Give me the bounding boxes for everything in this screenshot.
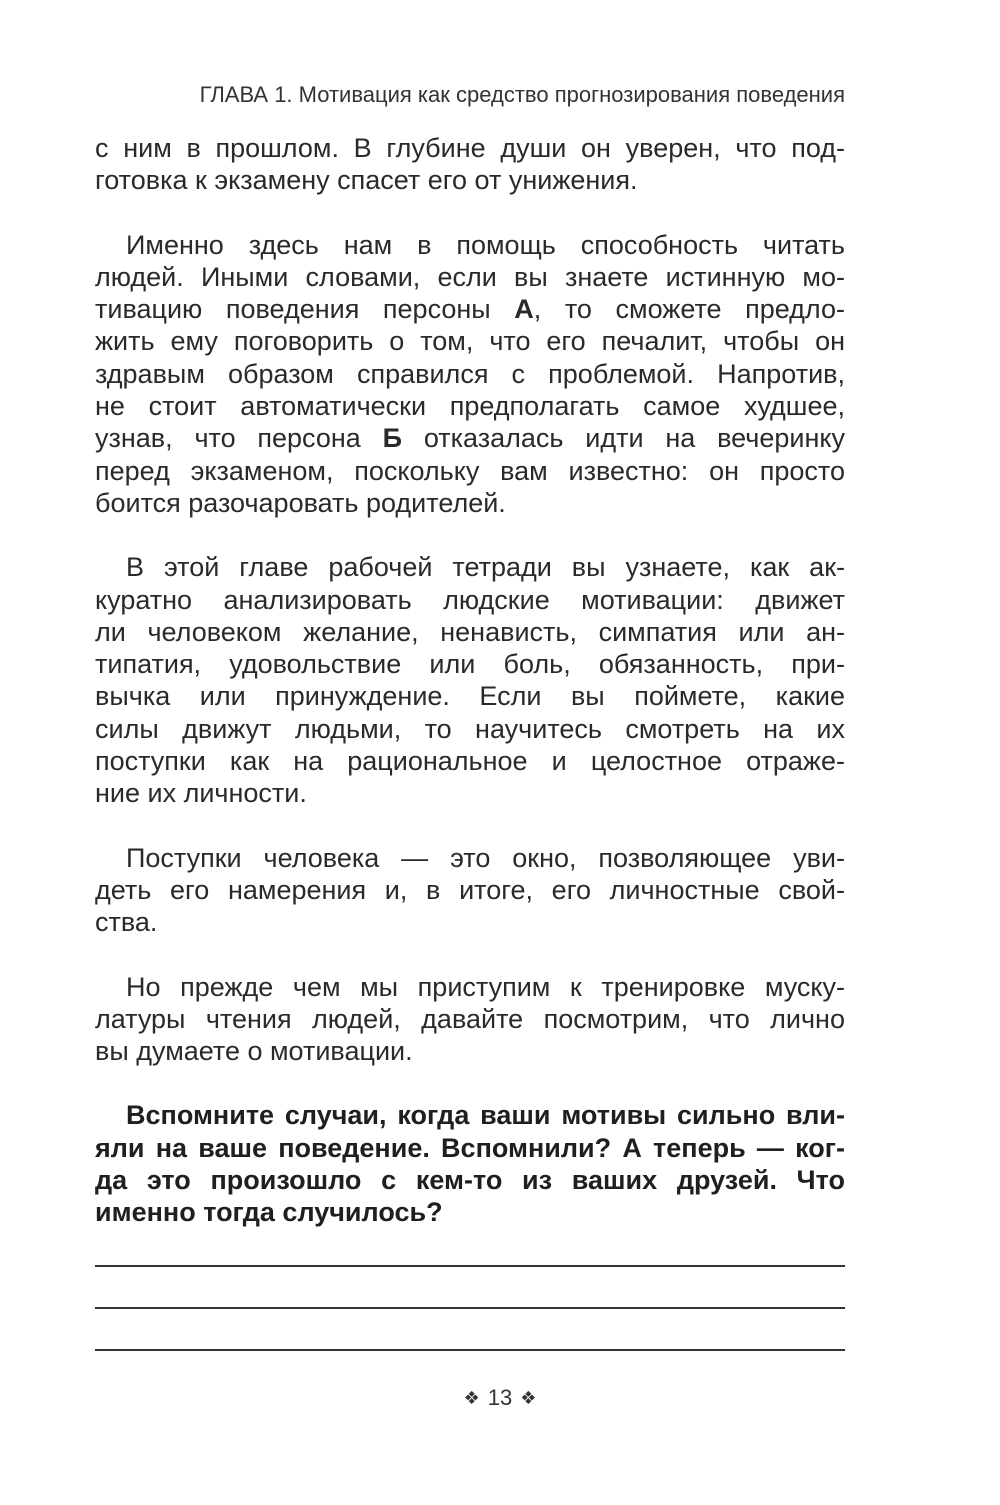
- text-line: здравым образом справился с проблемой. Напротив,: [95, 358, 845, 389]
- text-fragment: узнав, что персона: [95, 423, 361, 454]
- text-line: типатия, удовольствие или боль, обязанность, при-: [95, 649, 845, 680]
- paragraph-4: [95, 842, 845, 939]
- text-line: именно тогда случилось?: [95, 1197, 443, 1228]
- text-line: с ним в прошлом. В глубине души он уверен, что под-: [95, 133, 845, 163]
- text-line: вы думаете о мотивации.: [95, 1036, 413, 1067]
- text-line: готовка к экзамену спасет его от унижения.: [95, 165, 638, 196]
- text-fragment: тивацию поведения персоны: [95, 294, 491, 325]
- text-line: не стоит автоматически предполагать самое худшее,: [95, 391, 845, 422]
- paragraph-2: [95, 229, 845, 520]
- paragraph-3: [95, 551, 845, 809]
- diamond-ornament-icon: ❖: [520, 1388, 537, 1408]
- text-line: Но прежде чем мы приступим к тренировке муску-: [126, 971, 845, 1002]
- answer-line[interactable]: [95, 1349, 845, 1351]
- text-line: куратно анализировать людские мотивации: движет: [95, 584, 845, 615]
- text-line: силы движут людьми, то научитесь смотреть на их: [95, 713, 845, 744]
- text-line: перед экзаменом, поскольку вам известно: он просто: [95, 455, 845, 486]
- running-header: ГЛАВА 1. Мотивация как средство прогнозирования поведения: [199, 82, 845, 107]
- paragraph-5: [95, 971, 845, 1068]
- person-a-marker: А: [514, 294, 534, 325]
- paragraph-1: [95, 132, 845, 197]
- text-line: деть его намерения и, в итоге, его личностные свой-: [95, 874, 845, 905]
- exercise-prompt: [95, 1099, 845, 1228]
- text-line-with-bold: [95, 422, 845, 454]
- text-line: боится разочаровать родителей.: [95, 487, 506, 518]
- text-line: Именно здесь нам в помощь способность читать: [126, 229, 845, 260]
- page-footer: [0, 1383, 1000, 1413]
- text-line: людей. Иными словами, если вы знаете истинную мо-: [95, 261, 845, 292]
- answer-line[interactable]: [95, 1265, 845, 1267]
- body-text: [95, 132, 845, 1229]
- text-fragment: , то сможете предло-: [533, 294, 845, 325]
- diamond-ornament-icon: ❖: [463, 1388, 480, 1408]
- text-line: поступки как на рациональное и целостное отраже-: [95, 746, 845, 777]
- page-number: 13: [487, 1385, 513, 1410]
- text-fragment: отказалась идти на вечеринку: [423, 423, 845, 454]
- text-line: ние их личности.: [95, 778, 307, 809]
- text-line-with-bold: [95, 293, 845, 325]
- text-line: Поступки человека — это окно, позволяющее уви-: [126, 842, 845, 873]
- text-line: Вспомните случаи, когда ваши мотивы сильно вли-: [126, 1100, 845, 1131]
- text-line: жить ему поговорить о том, что его печалит, чтобы он: [95, 326, 845, 357]
- answer-line[interactable]: [95, 1307, 845, 1309]
- person-b-marker: Б: [382, 423, 403, 454]
- text-line: В этой главе рабочей тетради вы узнаете, как ак-: [126, 552, 845, 583]
- text-line: ства.: [95, 907, 158, 938]
- text-line: латуры чтения людей, давайте посмотрим, что лично: [95, 1003, 845, 1034]
- text-line: вычка или принуждение. Если вы поймете, какие: [95, 681, 845, 712]
- text-line: да это произошло с кем-то из ваших друзей. Что: [95, 1165, 845, 1196]
- text-line: яли на ваше поведение. Вспомнили? А теперь — ког-: [95, 1132, 845, 1163]
- text-line: ли человеком желание, ненависть, симпатия или ан-: [95, 616, 845, 647]
